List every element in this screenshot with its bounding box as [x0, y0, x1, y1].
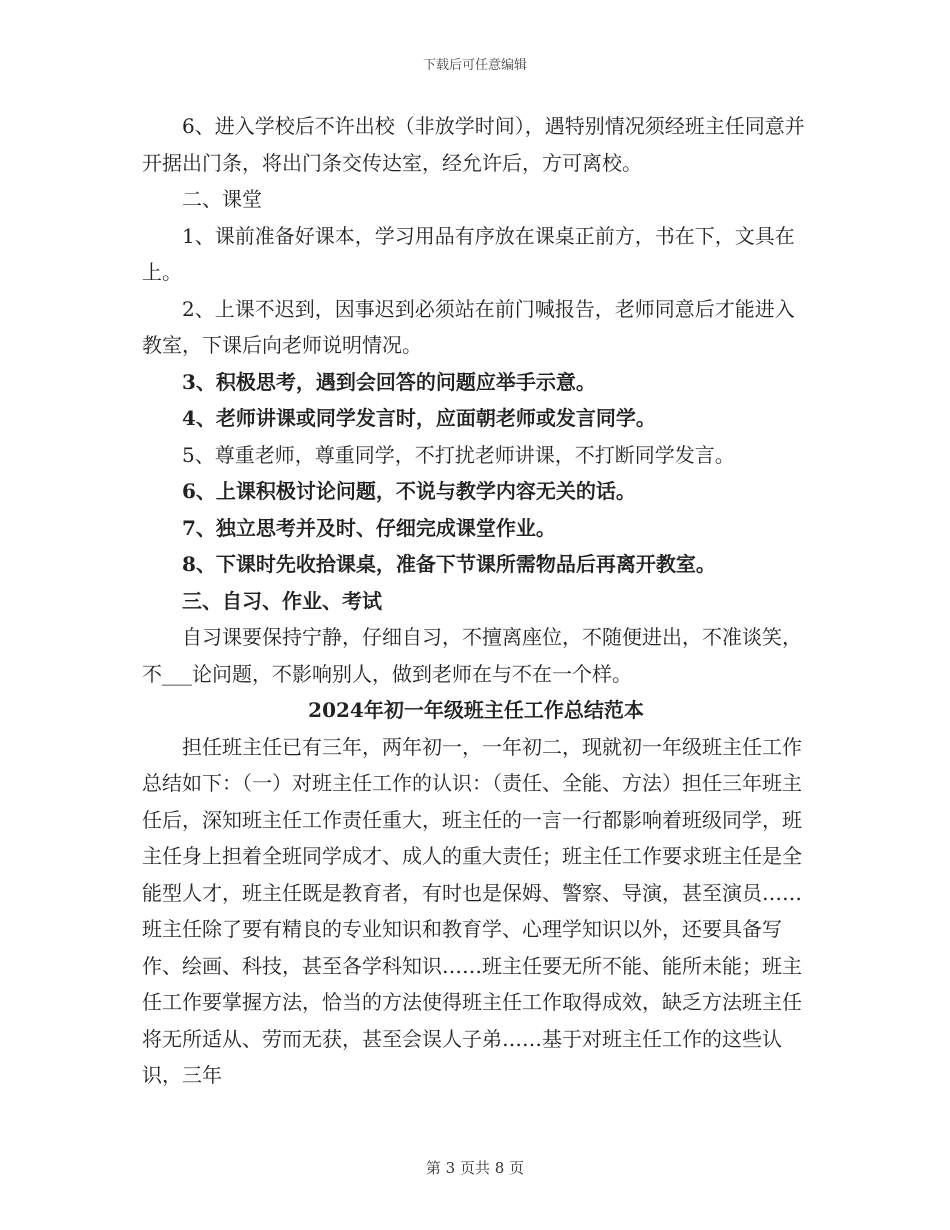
- paragraph-classroom-8: 8、下课时先收拾课桌，准备下节课所需物品后再离开教室。: [182, 552, 716, 576]
- paragraph-classroom-4: 4、老师讲课或同学发言时，应面朝老师或发言同学。: [182, 406, 656, 430]
- page-footer: 第 3 页共 8 页: [425, 1159, 525, 1177]
- paragraph-classroom-2: 2、上课不迟到，因事迟到必须站在前门喊报告，老师同意后才能进入教室，下课后向老师说明情况。: [142, 296, 795, 357]
- section-heading-self-study: 三、自习、作业、考试: [182, 588, 382, 613]
- page-header: 下载后可任意编辑: [422, 58, 527, 73]
- paragraph-rule-6: 6、进入学校后不许出校（非放学时间），遇特别情况须经班主任同意并开据出门条，将出门条交传达室，经允许后，方可离校。: [142, 114, 805, 175]
- paragraph-self-study: 自习课要保持宁静，仔细自习，不擅离座位，不随便进出，不准谈笑，不___论问题，不影响别人，做到老师在与不在一个样。: [142, 625, 802, 686]
- article-title: 2024年初一年级班主任工作总结范本: [308, 698, 644, 722]
- paragraph-classroom-1: 1、课前准备好课本，学习用品有序放在课桌正前方，书在下，文具在上。: [142, 223, 795, 284]
- summary-body-text: 担任班主任已有三年，两年初一，一年初二，现就初一年级班主任工作总结如下：（一）对班主任工作的认识：（责任、全能、方法）担任三年班主任后，深知班主任工作责任重大，班主任的一言一行都影响着班级同学，班主任身上担着全班同学成才、成人的重大责任；班主任工作要求班主任是全能型人才，班主任既是教育者，有时也是保姆、警察、导演，甚至演员……班主任除了要有精良的专业知识和教育学、心理学知识以外，还要具备写作、绘画、科技，甚至各学科知识……班主任要无所不能、能所未能；班主任工作要掌握方法，恰当的方法使得班主任工作取得成效，缺乏方法班主任将无所适从、劳而无获，甚至会误人子弟……基于对班主任工作的这些认识，三年: [142, 734, 802, 1087]
- document-body: [142, 108, 810, 1094]
- paragraph-classroom-6: 6、上课积极讨论问题，不说与教学内容无关的话。: [182, 479, 636, 503]
- paragraph-classroom-7: 7、独立思考并及时、仔细完成课堂作业。: [182, 515, 556, 540]
- paragraph-classroom-3: 3、积极思考，遇到会回答的问题应举手示意。: [182, 369, 596, 394]
- section-heading-classroom: 二、课堂: [182, 187, 262, 211]
- paragraph-classroom-5: 5、尊重老师，尊重同学，不打扰老师讲课，不打断同学发言。: [182, 442, 735, 467]
